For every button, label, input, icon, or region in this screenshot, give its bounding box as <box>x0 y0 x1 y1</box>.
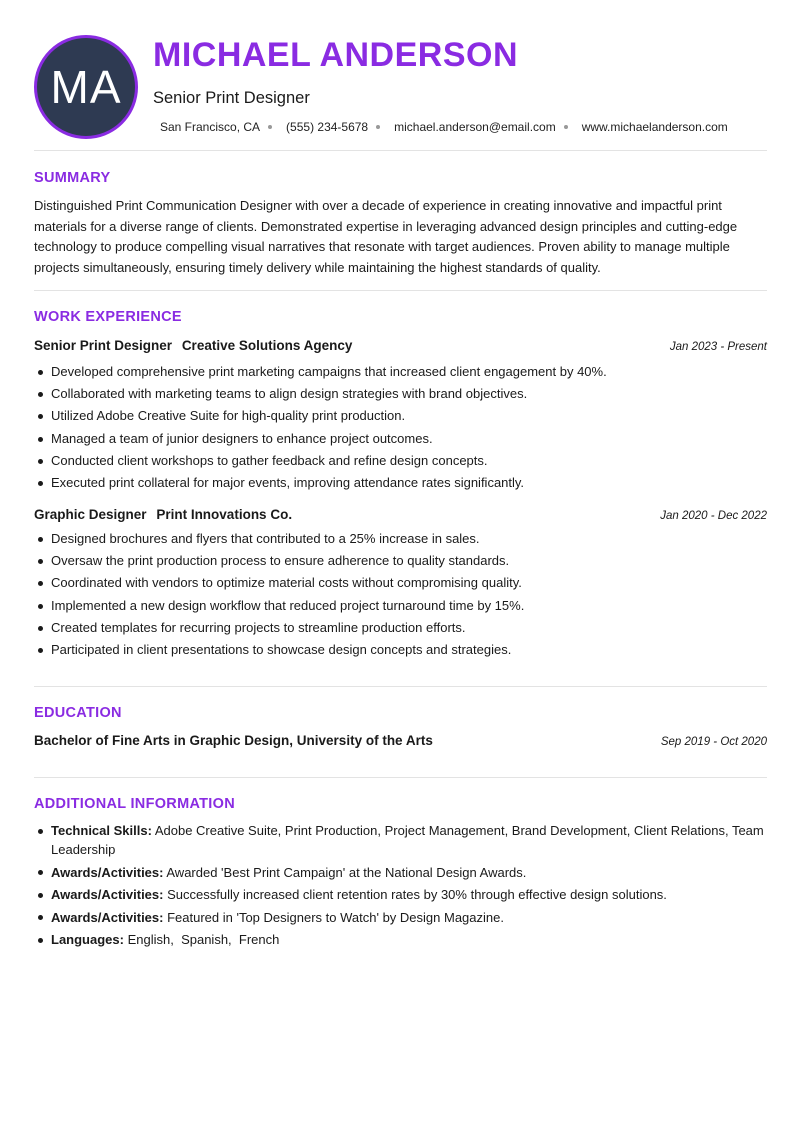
separator-dot <box>376 125 380 129</box>
item-label: Awards/Activities: <box>51 887 164 902</box>
list-item: Participated in client presentations to showcase design concepts and strategies. <box>34 639 767 661</box>
separator-dot <box>268 125 272 129</box>
divider <box>34 290 767 291</box>
divider <box>34 777 767 778</box>
list-item <box>34 885 767 904</box>
additional-heading: ADDITIONAL INFORMATION <box>34 796 235 812</box>
item-text: Awarded 'Best Print Campaign' at the National Design Awards. <box>166 864 527 880</box>
summary-text: Distinguished Print Communication Designer with over a decade of experience in creating innovative and impactful print materials for a diverse range of clients. Demonstrated expertise in leveraging advanced design principles and cutting-edge technology to produce compelling visual narratives that resonate with target audiences. Proven ability to manage multiple projects simultaneously, ensuring timely delivery while maintaining the highest standards of quality. <box>34 198 738 275</box>
job-company: Print Innovations Co. <box>156 507 293 522</box>
item-text: Successfully increased client retention rates by 30% through effective design solutions. <box>167 887 667 902</box>
education-degree: Bachelor of Fine Arts in Graphic Design, University of the Arts <box>34 733 433 748</box>
job-title-line <box>34 338 352 353</box>
list-item: Executed print collateral for major events, improving attendance rates significantly. <box>34 472 767 494</box>
item-text: Featured in 'Top Designers to Watch' by Design Magazine. <box>167 909 504 925</box>
avatar-initials: MA <box>50 61 122 113</box>
avatar <box>34 35 138 139</box>
job-bullets <box>34 528 767 661</box>
job-title: Graphic Designer <box>34 507 147 522</box>
list-item: Conducted client workshops to gather feedback and refine design concepts. <box>34 450 767 472</box>
list-item: Designed brochures and flyers that contributed to a 25% increase in sales. <box>34 528 767 550</box>
list-item <box>34 863 767 882</box>
list-item: Managed a team of junior designers to enhance project outcomes. <box>34 428 767 450</box>
job-company: Creative Solutions Agency <box>181 338 353 353</box>
job-title: Senior Print Designer <box>34 338 173 353</box>
education-dates: Sep 2019 - Oct 2020 <box>660 736 767 748</box>
item-label: Languages: <box>51 932 124 947</box>
contact-location: San Francisco, CA <box>160 120 261 134</box>
contact-bar <box>160 120 728 134</box>
list-item <box>34 930 767 949</box>
job-dates: Jan 2020 - Dec 2022 <box>660 510 767 522</box>
job-header <box>34 338 767 353</box>
job-dates: Jan 2023 - Present <box>669 341 767 353</box>
list-item: Created templates for recurring projects to streamline production efforts. <box>34 617 767 639</box>
contact-phone: (555) 234-5678 <box>286 120 369 134</box>
list-item <box>34 821 767 859</box>
candidate-role: Senior Print Designer <box>153 89 310 107</box>
list-item: Developed comprehensive print marketing campaigns that increased client engagement by 40%. <box>34 361 767 383</box>
education-heading: EDUCATION <box>34 705 122 721</box>
contact-website[interactable]: www.michaelanderson.com <box>581 120 728 134</box>
job-bullets <box>34 361 767 494</box>
job-title-line <box>34 507 292 522</box>
contact-email[interactable]: michael.anderson@email.com <box>394 120 556 134</box>
divider <box>34 686 767 687</box>
candidate-name: MICHAEL ANDERSON <box>153 36 519 74</box>
separator-dot <box>564 125 568 129</box>
list-item: Implemented a new design workflow that reduced project turnaround time by 15%. <box>34 595 767 617</box>
list-item <box>34 908 767 927</box>
list-item: Collaborated with marketing teams to align design strategies with brand objectives. <box>34 383 767 405</box>
education-entry <box>34 733 767 748</box>
summary-heading: SUMMARY <box>34 170 111 186</box>
job-header <box>34 507 767 522</box>
list-item: Oversaw the print production process to ensure adherence to quality standards. <box>34 550 767 572</box>
item-label: Technical Skills: <box>51 823 152 838</box>
list-item: Coordinated with vendors to optimize material costs without compromising quality. <box>34 572 767 594</box>
item-label: Awards/Activities: <box>51 864 164 880</box>
item-text: English, Spanish, French <box>127 932 280 947</box>
list-item: Utilized Adobe Creative Suite for high-quality print production. <box>34 405 767 427</box>
item-text: Adobe Creative Suite, Print Production, Project Management, Brand Development, Client Relations, Team Leadership <box>51 823 764 857</box>
divider <box>34 150 767 151</box>
additional-list <box>34 821 767 953</box>
experience-heading: WORK EXPERIENCE <box>34 309 182 325</box>
item-label: Awards/Activities: <box>51 909 164 925</box>
